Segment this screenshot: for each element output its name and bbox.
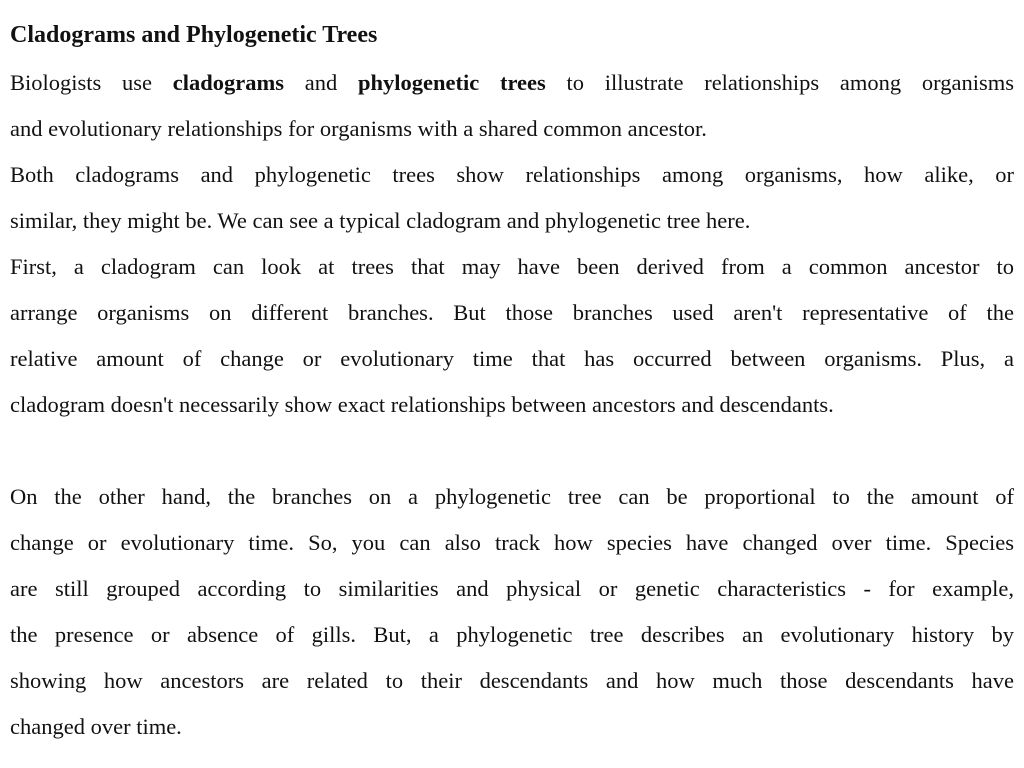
- text-segment: to illustrate relationships among organisms: [545, 70, 1014, 95]
- paragraph-cladogram: [10, 244, 1014, 428]
- text-line: change or evolutionary time. So, you can also track how species have changed over time. Species: [10, 530, 1014, 555]
- text-line: On the other hand, the branches on a phylogenetic tree can be proportional to the amount of: [10, 484, 1014, 509]
- text-segment: Biologists use: [10, 70, 173, 95]
- text-line: cladogram doesn't necessarily show exact relationships between ancestors and descendants.: [10, 392, 834, 417]
- text-line: and evolutionary relationships for organisms with a shared common ancestor.: [10, 116, 707, 141]
- text-line: are still grouped according to similarities and physical or genetic characteristics - for example,: [10, 576, 1014, 601]
- text-line: similar, they might be. We can see a typical cladogram and phylogenetic tree here.: [10, 208, 751, 233]
- page-title: Cladograms and Phylogenetic Trees: [10, 22, 378, 48]
- text-line: changed over time.: [10, 714, 182, 739]
- text-segment: and: [284, 70, 358, 95]
- text-line: [10, 60, 1014, 106]
- text-line: arrange organisms on different branches. But those branches used aren't representative of the: [10, 300, 1014, 325]
- document-body: [10, 60, 1014, 750]
- text-line: showing how ancestors are related to their descendants and how much those descendants have: [10, 668, 1014, 693]
- text-line: the presence or absence of gills. But, a phylogenetic tree describes an evolutionary history by: [10, 622, 1014, 647]
- paragraph-both: [10, 152, 1014, 244]
- term-phylogenetic-trees: phylogenetic trees: [357, 70, 546, 95]
- term-cladograms: cladograms: [172, 70, 284, 95]
- paragraph-intro: [10, 60, 1014, 152]
- paragraph-spacer: [10, 428, 1014, 474]
- paragraph-phylogenetic: [10, 474, 1014, 750]
- text-line: Both cladograms and phylogenetic trees show relationships among organisms, how alike, or: [10, 162, 1014, 187]
- text-line: First, a cladogram can look at trees that may have been derived from a common ancestor to: [10, 254, 1014, 279]
- text-line: relative amount of change or evolutionary time that has occurred between organisms. Plus, a: [10, 346, 1014, 371]
